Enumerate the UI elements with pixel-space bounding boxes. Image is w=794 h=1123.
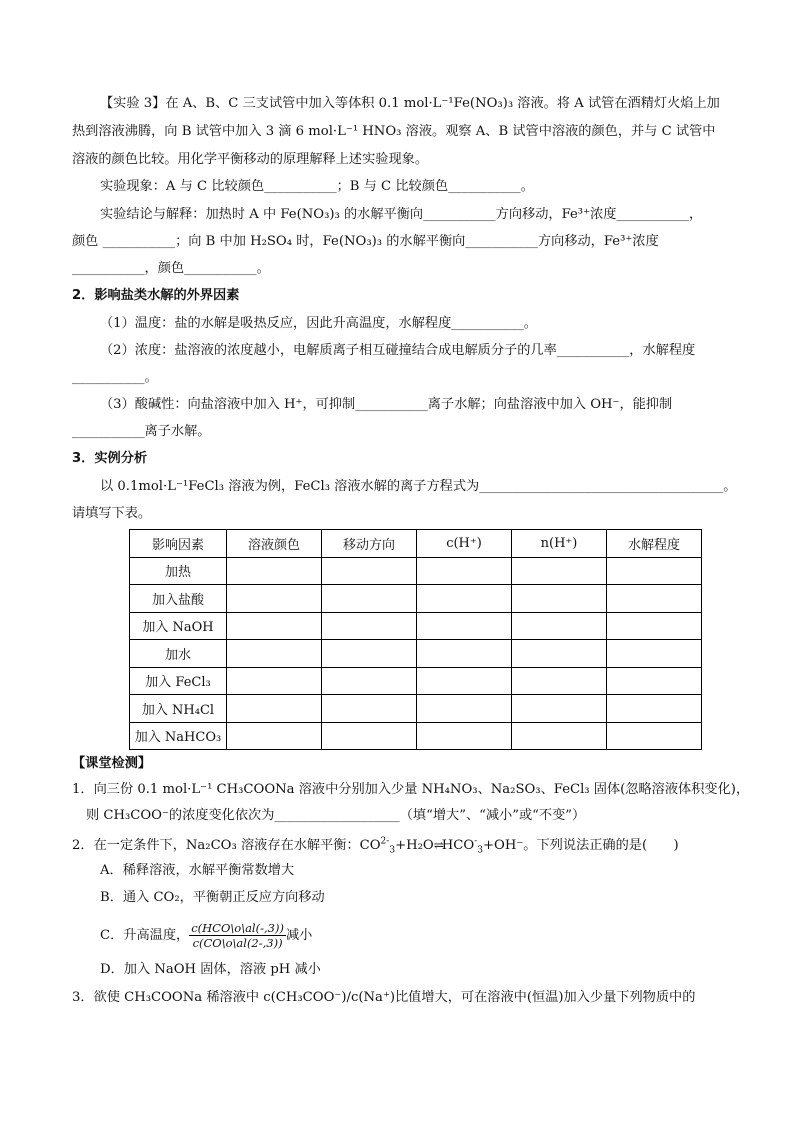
table-cell[interactable] [322, 612, 417, 640]
table-cell[interactable] [607, 695, 702, 723]
table-cell[interactable] [227, 557, 322, 585]
check-title: 【课堂检测】 [72, 756, 152, 771]
exp3-line1: 【实验 3】在 A、B、C 三支试管中加入等体积 0.1 mol·L⁻¹Fe(NO₃)₃ 溶液。将 A 试管在酒精灯火焰上加 [100, 96, 720, 111]
table-row [130, 695, 702, 723]
exp3-conclusion-3: ___________，颜色___________。 [72, 261, 270, 276]
table-cell[interactable] [512, 722, 607, 750]
question-1-cont: 则 CH₃COO⁻的浓度变化依次为___________________（填“增大”、“减小”或“不变”） [86, 808, 586, 823]
table-header: 溶液颜色 [227, 530, 322, 558]
table-cell[interactable] [607, 667, 702, 695]
table-row [130, 557, 702, 585]
table-row-label: 加入 NaOH [130, 612, 227, 640]
table-cell[interactable] [227, 585, 322, 613]
table-row [130, 612, 702, 640]
table-row-label: 加入 NH₄Cl [130, 695, 227, 723]
table-cell[interactable] [227, 612, 322, 640]
table-header: c(H⁺) [417, 530, 512, 558]
table-cell[interactable] [417, 667, 512, 695]
q2-option-d[interactable]: D．加入 NaOH 固体，溶液 pH 减小 [100, 962, 321, 977]
question-3: 3．欲使 CH₃COONa 稀溶液中 c(CH₃COO⁻)/c(Na⁺)比值增大，可在溶液中(恒温)加入少量下列物质中的 [72, 990, 696, 1005]
question-2 [72, 835, 679, 856]
section2-acidity: （3）酸碱性：向盐溶液中加入 H⁺，可抑制___________离子水解；向盐溶液中加入 OH⁻，能抑制 [100, 397, 673, 412]
exp3-phenomenon: 实验现象：A 与 C 比较颜色___________；B 与 C 比较颜色___________。 [100, 179, 534, 194]
table-cell[interactable] [227, 695, 322, 723]
table-cell[interactable] [512, 695, 607, 723]
q2-sub-2: 3 [477, 845, 483, 856]
table-cell[interactable] [417, 612, 512, 640]
exp3-conclusion-2: 颜色 ___________；向 B 中加 H₂SO₄ 时，Fe(NO₃)₃ 的水解平衡向___________方向移动，Fe³⁺浓度 [72, 234, 659, 249]
q2-text-post: HCO [441, 838, 475, 853]
equilibrium-arrow-icon: ⇌ [433, 838, 442, 852]
table-cell[interactable] [417, 585, 512, 613]
table-header: 移动方向 [322, 530, 417, 558]
q2-text-end: +OH⁻。下列说法正确的是( ) [482, 838, 679, 853]
table-cell[interactable] [227, 667, 322, 695]
table-cell[interactable] [322, 722, 417, 750]
section3-intro: 以 0.1mol·L⁻¹FeCl₃ 溶液为例，FeCl₃ 溶液水解的离子方程式为_____________________________________。 [100, 479, 737, 494]
table-row [130, 640, 702, 668]
table-cell[interactable] [322, 585, 417, 613]
table-cell[interactable] [607, 612, 702, 640]
table-cell[interactable] [322, 667, 417, 695]
table-cell[interactable] [512, 612, 607, 640]
table-cell[interactable] [322, 640, 417, 668]
section3-fill-table: 请填写下表。 [72, 506, 152, 521]
q2-option-a[interactable]: A．稀释溶液，水解平衡常数增大 [100, 863, 295, 878]
table-row-label: 加入 NaHCO₃ [130, 722, 227, 750]
q2-sup-2: - [474, 836, 478, 847]
table-cell[interactable] [607, 640, 702, 668]
table-row-label: 加水 [130, 640, 227, 668]
table-row [130, 585, 702, 613]
table-header: 影响因素 [130, 530, 227, 558]
factor-table [129, 529, 702, 750]
exp3-conclusion-1: 实验结论与解释：加热时 A 中 Fe(NO₃)₃ 的水解平衡向___________方向移动，Fe³⁺浓度___________， [100, 207, 703, 222]
q2c-denominator: c(CO\o\al(2-,3)) [192, 936, 283, 950]
exp3-line3: 溶液的颜色比较。用化学平衡移动的原理解释上述实验现象。 [72, 152, 429, 167]
table-cell[interactable] [607, 585, 702, 613]
q2c-text-post: 减小 [285, 928, 313, 943]
question-1: 1．向三份 0.1 mol·L⁻¹ CH₃COONa 溶液中分别加入少量 NH₄NO₃、Na₂SO₃、FeCl₃ 固体(忽略溶液体积变化)， [72, 782, 750, 797]
section2-temperature: （1）温度：盐的水解是吸热反应，因此升高温度，水解程度___________。 [100, 316, 537, 331]
section2-title: 2．影响盐类水解的外界因素 [72, 288, 240, 303]
section2-acidity-cont: ___________离子水解。 [72, 424, 211, 439]
q2c-numerator: c(HCO\o\al(-,3)) [191, 921, 284, 935]
table-cell[interactable] [417, 722, 512, 750]
table-row-label: 加入盐酸 [130, 585, 227, 613]
section2-concentration: （2）浓度：盐溶液的浓度越小，电解质离子相互碰撞结合成电解质分子的几率___________，水解程度 [100, 343, 696, 358]
table-header: n(H⁺) [512, 530, 607, 558]
section3-title: 3．实例分析 [72, 451, 148, 466]
table-row-label: 加入 FeCl₃ [130, 667, 227, 695]
table-cell[interactable] [607, 557, 702, 585]
table-cell[interactable] [227, 722, 322, 750]
table-cell[interactable] [322, 695, 417, 723]
table-cell[interactable] [227, 640, 322, 668]
section2-concentration-cont: ___________。 [72, 370, 158, 385]
table-row-label: 加热 [130, 557, 227, 585]
q2-option-c[interactable] [100, 916, 312, 956]
q2c-text-pre: C．升高温度， [100, 928, 190, 943]
table-cell[interactable] [512, 640, 607, 668]
table-cell[interactable] [512, 585, 607, 613]
table-row [130, 722, 702, 750]
exp3-line2: 热到溶液沸腾，向 B 试管中加入 3 滴 6 mol·L⁻¹ HNO₃ 溶液。观察 A、B 试管中溶液的颜色，并与 C 试管中 [72, 124, 716, 139]
q2-option-b[interactable]: B．通入 CO₂，平衡朝正反应方向移动 [100, 890, 325, 905]
q2-sup-1: 2- [380, 836, 390, 847]
table-cell[interactable] [322, 557, 417, 585]
q2-sub-1: 3 [389, 845, 396, 856]
q2-text-mid: +H₂O [395, 838, 434, 853]
q2-text-pre: 2．在一定条件下，Na₂CO₃ 溶液存在水解平衡：CO [72, 838, 381, 853]
table-cell[interactable] [417, 695, 512, 723]
table-header-row [130, 530, 702, 558]
table-cell[interactable] [512, 667, 607, 695]
table-row [130, 667, 702, 695]
table-cell[interactable] [607, 722, 702, 750]
table-cell[interactable] [417, 557, 512, 585]
q2c-fraction [189, 921, 286, 950]
table-cell[interactable] [512, 557, 607, 585]
table-header: 水解程度 [607, 530, 702, 558]
table-cell[interactable] [417, 640, 512, 668]
